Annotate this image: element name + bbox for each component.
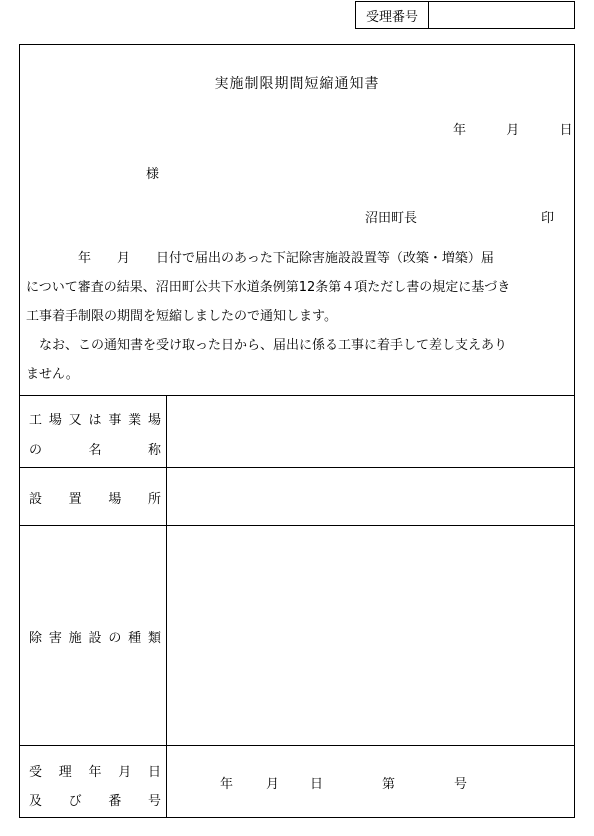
factory-name-field[interactable] [167,396,574,467]
received-year-label: 年 [220,777,234,792]
factory-name-row [20,395,574,467]
factory-name-label: 工 場 又 は 事 業 場 の 名 称 [20,396,167,467]
location-field[interactable] [167,468,574,525]
issue-year-label: 年 [453,123,467,138]
notice-form [19,44,575,818]
received-month-label: 月 [266,777,280,792]
issue-date [453,119,573,138]
body-line: 工事着手制限の期間を短縮しましたので通知します。 [26,309,337,324]
notice-body [26,244,574,389]
received-field[interactable] [167,746,574,817]
issue-day-label: 日 [559,123,573,138]
received-label: 受 理 年 月 日 及 び 番 号 [20,746,167,817]
location-label: 設 置 場 所 [20,468,167,525]
location-row [20,467,574,525]
received-no-label: 第 [382,777,396,792]
sender-name: 沼田町長 [365,211,418,226]
facility-type-row [20,525,574,745]
body-line: ません。 [26,367,79,382]
received-row [20,745,574,817]
received-day-label: 日 [310,777,324,792]
facility-type-label: 除 害 施 設 の 種 類 [20,526,167,745]
body-line: について審査の結果、沼田町公共下水道条例第12条第４項ただし書の規定に基づき [26,280,511,295]
facility-type-field[interactable] [167,526,574,745]
body-line: 年 月 日付で届出のあった下記除害施設設置等（改築・増築）届 [26,251,494,266]
seal-mark: 印 [541,211,555,226]
receipt-number-label: 受理番号 [356,2,429,28]
receipt-number-box [355,1,575,29]
received-number-label: 号 [454,777,468,792]
addressee-suffix: 様 [146,167,160,182]
body-line: なお、この通知書を受け取った日から、届出に係る工事に着手して差し支えあり [26,338,508,353]
issue-month-label: 月 [506,123,520,138]
document-title: 実施制限期間短縮通知書 [214,76,380,92]
receipt-number-field[interactable] [429,2,574,28]
